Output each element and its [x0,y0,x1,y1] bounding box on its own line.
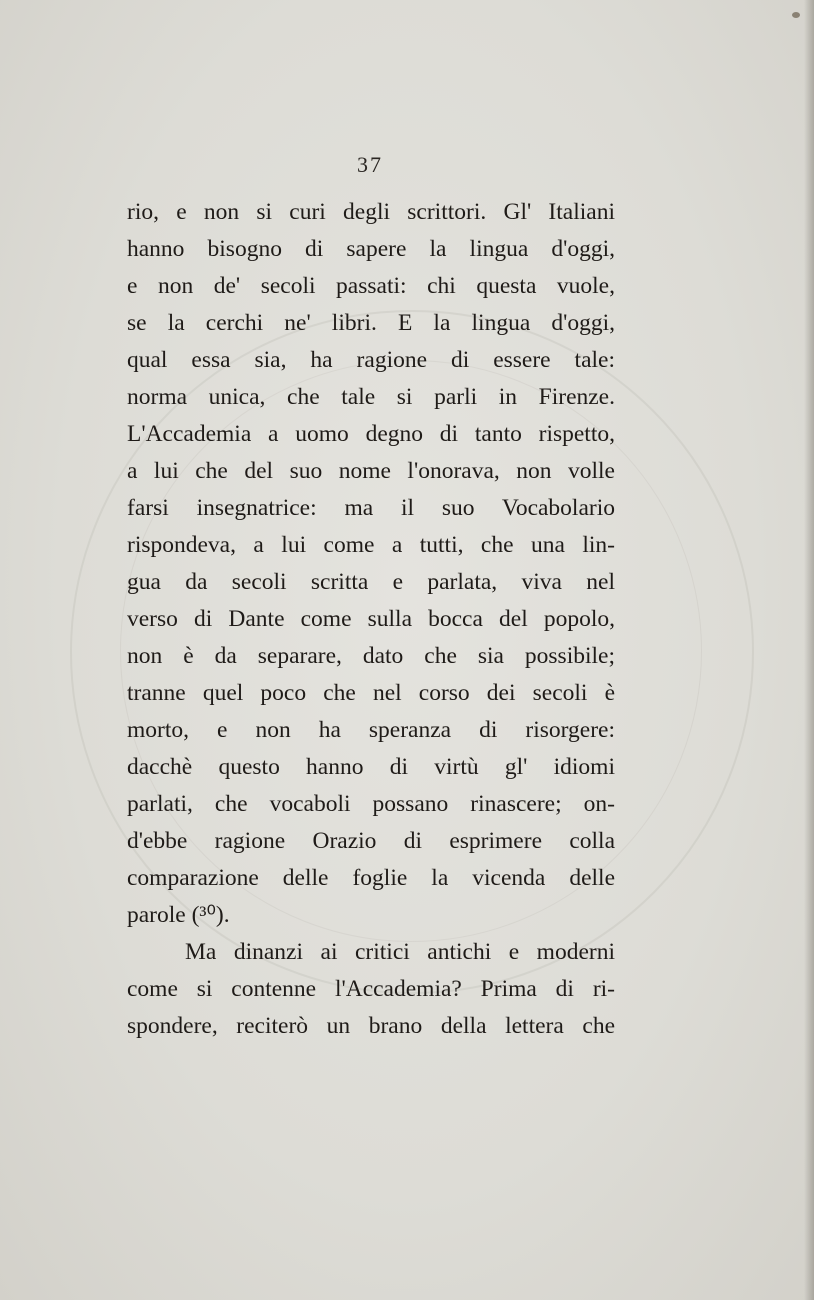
text-line: comparazione delle foglie la vicenda delle [127,865,615,891]
text-line: rio, e non si curi degli scrittori. Gl' Italiani [127,199,615,225]
body-text [127,194,615,1045]
page-number: 37 [357,152,383,177]
text-line-paragraph-start: Ma dinanzi ai critici antichi e moderni [185,939,615,965]
text-line: come si contenne l'Accademia? Prima di ri- [127,976,615,1002]
text-line: farsi insegnatrice: ma il suo Vocabolario [127,495,615,521]
text-line: rispondeva, a lui come a tutti, che una lin- [127,532,615,558]
text-line: dacchè questo hanno di virtù gl' idiomi [127,754,615,780]
text-line: gua da secoli scritta e parlata, viva nel [127,569,615,595]
text-line: a lui che del suo nome l'onorava, non volle [127,458,615,484]
text-line-paragraph-end: parole (³⁰). [127,902,230,928]
text-line: tranne quel poco che nel corso dei secoli è [127,680,615,706]
text-line: norma unica, che tale si parli in Firenze. [127,384,615,410]
text-line: hanno bisogno di sapere la lingua d'oggi, [127,236,615,262]
text-line: qual essa sia, ha ragione di essere tale: [127,347,615,373]
page-edge-shadow [804,0,814,1300]
text-line: e non de' secoli passati: chi questa vuole, [127,273,615,299]
text-line: L'Accademia a uomo degno di tanto rispetto, [127,421,615,447]
text-line: se la cerchi ne' libri. E la lingua d'oggi, [127,310,615,336]
text-line: parlati, che vocaboli possano rinascere; on- [127,791,615,817]
text-line: morto, e non ha speranza di risorgere: [127,717,615,743]
ink-stain [792,12,800,18]
text-line: verso di Dante come sulla bocca del popolo, [127,606,615,632]
text-line: d'ebbe ragione Orazio di esprimere colla [127,828,615,854]
text-line: non è da separare, dato che sia possibile; [127,643,615,669]
text-line: spondere, reciterò un brano della lettera che [127,1013,615,1039]
